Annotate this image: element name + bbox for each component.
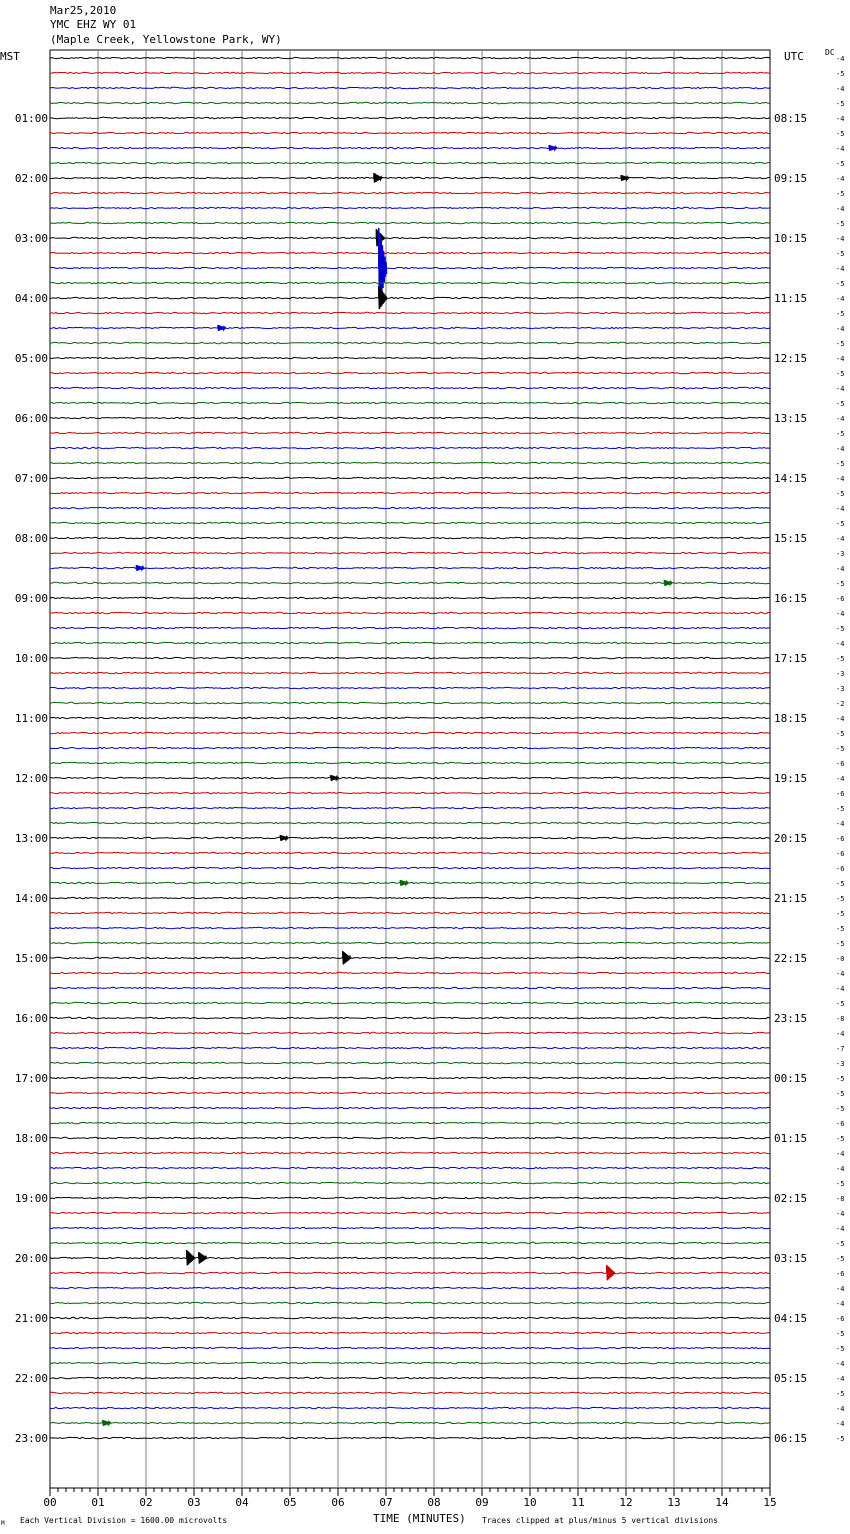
seismic-trace: [50, 282, 770, 283]
left-hour-label: 05:00: [14, 352, 48, 365]
seismic-trace: [50, 1017, 770, 1018]
dc-offset-label: -4: [836, 505, 845, 513]
seismic-trace: [50, 72, 770, 73]
dc-offset-label: -4: [836, 1150, 845, 1158]
dc-offset-label: -4: [836, 1210, 845, 1218]
x-axis-label: TIME (MINUTES): [373, 1512, 466, 1525]
seismic-trace: [50, 1092, 770, 1093]
seismic-trace: [50, 1047, 770, 1048]
dc-offset-label: -4: [836, 565, 845, 573]
dc-offset-label: -5: [836, 1000, 845, 1008]
seismic-trace: [50, 522, 770, 523]
seismic-trace: [50, 1152, 770, 1153]
seismic-trace: [50, 1332, 770, 1333]
seismic-trace: [50, 627, 770, 628]
left-hour-label: 01:00: [14, 112, 48, 125]
seismic-trace: [50, 567, 770, 568]
dc-offset-label: -5: [836, 70, 845, 78]
seismic-trace: [50, 1212, 770, 1213]
dc-offset-label: -5: [836, 895, 845, 903]
x-tick-label: 00: [43, 1496, 57, 1509]
x-tick-label: 10: [523, 1496, 537, 1509]
dc-offset-label: -3: [836, 670, 845, 678]
seismic-trace: [50, 1077, 770, 1078]
seismic-trace: [50, 927, 770, 928]
seismic-trace: [50, 147, 770, 148]
right-hour-label: 13:15: [774, 412, 808, 425]
x-tick-label: 08: [427, 1496, 441, 1509]
dc-offset-label: -4: [836, 1165, 845, 1173]
seismic-trace: [50, 1302, 770, 1303]
seismic-trace: [50, 957, 770, 958]
seismic-trace: [50, 1257, 770, 1258]
seismic-event: [400, 880, 408, 886]
seismic-trace: [50, 432, 770, 433]
dc-offset-label: -3: [836, 685, 845, 693]
right-hour-label: 05:15: [774, 1372, 808, 1385]
left-hour-label: 17:00: [14, 1072, 48, 1085]
right-hour-label: 08:15: [774, 112, 808, 125]
seismic-trace: [50, 222, 770, 223]
seismic-event: [664, 580, 672, 586]
right-hour-label: 21:15: [774, 892, 808, 905]
right-hour-label: 14:15: [774, 472, 808, 485]
right-hour-label: 03:15: [774, 1252, 808, 1265]
dc-offset-label: -4: [836, 55, 845, 63]
x-tick-label: 02: [139, 1496, 153, 1509]
right-hour-label: 00:15: [774, 1072, 808, 1085]
right-hour-label: 09:15: [774, 172, 808, 185]
dc-offset-label: -4: [836, 640, 845, 648]
left-hour-label: 16:00: [14, 1012, 48, 1025]
seismic-trace: [50, 987, 770, 988]
seismic-trace: [50, 702, 770, 703]
seismic-trace: [50, 867, 770, 868]
dc-offset-label: -6: [836, 1315, 845, 1323]
clip-note: Traces clipped at plus/minus 5 vertical divisions: [482, 1516, 719, 1525]
dc-offset-label: -3: [836, 550, 845, 558]
x-tick-label: 04: [235, 1496, 249, 1509]
x-tick-label: 14: [715, 1496, 729, 1509]
seismic-trace: [50, 672, 770, 673]
dc-offset-label: -4: [836, 445, 845, 453]
dc-offset-label: -4: [836, 385, 845, 393]
seismic-trace: [50, 162, 770, 163]
dc-offset-label: -5: [836, 280, 845, 288]
seismic-event: [549, 145, 557, 151]
seismic-trace: [50, 912, 770, 913]
seismic-trace: [50, 1242, 770, 1243]
seismic-event: [199, 1252, 207, 1264]
x-tick-label: 11: [571, 1496, 585, 1509]
seismic-trace: [50, 762, 770, 763]
left-hour-label: 20:00: [14, 1252, 48, 1265]
seismic-trace: [50, 777, 770, 778]
dc-offset-label: -6: [836, 865, 845, 873]
seismic-trace: [50, 342, 770, 343]
seismic-event: [343, 951, 351, 965]
seismic-trace: [50, 1002, 770, 1003]
seismic-trace: [50, 1287, 770, 1288]
seismic-trace: [50, 447, 770, 448]
seismic-trace: [50, 252, 770, 253]
dc-offset-label: -4: [836, 265, 845, 273]
seismic-trace: [50, 582, 770, 583]
right-hour-label: 19:15: [774, 772, 808, 785]
dc-offset-label: -4: [836, 325, 845, 333]
seismic-trace: [50, 612, 770, 613]
seismic-trace: [50, 1122, 770, 1123]
seismic-trace: [50, 837, 770, 838]
dc-offset-label: -4: [836, 1030, 845, 1038]
scale-note: Each Vertical Division = 1600.00 microvolts: [20, 1516, 228, 1525]
right-hour-label: 20:15: [774, 832, 808, 845]
seismic-trace: [50, 1347, 770, 1348]
dc-offset-label: -4: [836, 1285, 845, 1293]
dc-offset-label: -5: [836, 130, 845, 138]
left-hour-label: 06:00: [14, 412, 48, 425]
dc-offset-label: -5: [836, 880, 845, 888]
station-location: (Maple Creek, Yellowstone Park, WY): [50, 33, 282, 46]
seismic-trace: [50, 1062, 770, 1063]
seismic-trace: [50, 537, 770, 538]
left-hour-label: 04:00: [14, 292, 48, 305]
seismic-trace: [50, 87, 770, 88]
dc-offset-label: -5: [836, 160, 845, 168]
x-tick-label: 03: [187, 1496, 201, 1509]
seismic-trace: [50, 462, 770, 463]
x-tick-label: 01: [91, 1496, 105, 1509]
seismic-trace: [50, 327, 770, 328]
dc-offset-label: -4: [836, 1225, 845, 1233]
left-hour-label: 02:00: [14, 172, 48, 185]
x-tick-label: 09: [475, 1496, 489, 1509]
dc-offset-label: -5: [836, 100, 845, 108]
seismic-trace: [50, 1392, 770, 1393]
dc-offset-label: -4: [836, 820, 845, 828]
seismic-trace: [50, 972, 770, 973]
x-tick-label: 05: [283, 1496, 297, 1509]
seismic-trace: [50, 1227, 770, 1228]
x-tick-label: 12: [619, 1496, 633, 1509]
dc-offset-label: -5: [836, 340, 845, 348]
seismic-trace: [50, 492, 770, 493]
left-hour-label: 23:00: [14, 1432, 48, 1445]
right-hour-label: 10:15: [774, 232, 808, 245]
x-tick-label: 13: [667, 1496, 681, 1509]
dc-offset-label: -5: [836, 250, 845, 258]
left-hour-label: 11:00: [14, 712, 48, 725]
seismic-trace: [50, 477, 770, 478]
x-tick-label: 06: [331, 1496, 345, 1509]
dc-offset-label: -4: [836, 1375, 845, 1383]
dc-offset-label: -5: [836, 730, 845, 738]
dc-offset-label: -4: [836, 235, 845, 243]
seismic-trace: [50, 192, 770, 193]
right-hour-label: 15:15: [774, 532, 808, 545]
dc-offset-label: -5: [836, 1075, 845, 1083]
dc-offset-label: -6: [836, 850, 845, 858]
left-hour-label: 10:00: [14, 652, 48, 665]
dc-offset-label: -4: [836, 1300, 845, 1308]
dc-offset-label: -4: [836, 145, 845, 153]
dc-offset-label: -4: [836, 535, 845, 543]
seismic-trace: [50, 207, 770, 208]
seismic-trace: [50, 357, 770, 358]
seismic-trace: [50, 1167, 770, 1168]
left-hour-label: 22:00: [14, 1372, 48, 1385]
dc-offset-label: -5: [836, 625, 845, 633]
left-hour-label: 07:00: [14, 472, 48, 485]
dc-offset-label: -5: [836, 925, 845, 933]
dc-offset-label: -5: [836, 1105, 845, 1113]
right-hour-label: 12:15: [774, 352, 808, 365]
dc-offset-label: -4: [836, 1420, 845, 1428]
dc-offset-label: -4: [836, 475, 845, 483]
seismic-event: [187, 1250, 195, 1265]
dc-offset-label: -4: [836, 1405, 845, 1413]
seismic-trace: [50, 1407, 770, 1408]
seismic-trace: [50, 687, 770, 688]
dc-offset-label: -6: [836, 1120, 845, 1128]
dc-offset-label: -4: [836, 1360, 845, 1368]
dc-offset-label: -7: [836, 1045, 845, 1053]
seismic-trace: [50, 312, 770, 313]
left-hour-label: 09:00: [14, 592, 48, 605]
dc-offset-label: -4: [836, 985, 845, 993]
seismic-event: [103, 1420, 111, 1426]
left-hour-label: 21:00: [14, 1312, 48, 1325]
right-hour-label: 17:15: [774, 652, 808, 665]
left-hour-label: 15:00: [14, 952, 48, 965]
seismic-trace: [50, 792, 770, 793]
seismic-event: [136, 565, 144, 571]
dc-offset-label: -4: [836, 610, 845, 618]
dc-offset-label: -3: [836, 1060, 845, 1068]
seismic-event: [280, 835, 288, 841]
dc-offset-label: -6: [836, 835, 845, 843]
left-hour-label: 14:00: [14, 892, 48, 905]
right-hour-label: 18:15: [774, 712, 808, 725]
seismic-trace: [50, 117, 770, 118]
seismic-trace: [50, 297, 770, 298]
dc-offset-label: -5: [836, 805, 845, 813]
seismic-event: [621, 175, 629, 181]
dc-offset-label: -5: [836, 430, 845, 438]
seismic-trace: [50, 1272, 770, 1273]
dc-offset-label: -6: [836, 1270, 845, 1278]
dc-offset-label: -5: [836, 1135, 845, 1143]
seismic-trace: [50, 642, 770, 643]
dc-offset-label: -4: [836, 355, 845, 363]
left-hour-label: 03:00: [14, 232, 48, 245]
seismic-trace: [50, 732, 770, 733]
dc-offset-label: -6: [836, 595, 845, 603]
seismic-trace: [50, 132, 770, 133]
seismic-trace: [50, 1137, 770, 1138]
seismic-trace: [50, 402, 770, 403]
dc-offset-label: -6: [836, 790, 845, 798]
dc-offset-label: -4: [836, 85, 845, 93]
left-hour-label: 19:00: [14, 1192, 48, 1205]
dc-offset-label: -4: [836, 415, 845, 423]
dc-offset-label: -6: [836, 760, 845, 768]
dc-offset-label: -4: [836, 775, 845, 783]
dc-offset-label: -4: [836, 715, 845, 723]
right-axis-title: UTC: [784, 50, 804, 63]
seismic-trace: [50, 1032, 770, 1033]
right-hour-label: 06:15: [774, 1432, 808, 1445]
dc-offset-label: -2: [836, 700, 845, 708]
right-hour-label: 16:15: [774, 592, 808, 605]
dc-offset-label: -5: [836, 940, 845, 948]
dc-offset-label: -5: [836, 1240, 845, 1248]
dc-offset-label: -5: [836, 1390, 845, 1398]
seismic-trace: [50, 1362, 770, 1363]
seismic-trace: [50, 807, 770, 808]
seismic-trace: [50, 597, 770, 598]
seismic-trace: [50, 747, 770, 748]
dc-offset-label: -5: [836, 1345, 845, 1353]
dc-offset-label: -5: [836, 310, 845, 318]
dc-offset-label: -5: [836, 655, 845, 663]
seismic-event: [218, 325, 226, 331]
station-id: YMC EHZ WY 01: [50, 18, 137, 31]
dc-offset-label: -5: [836, 460, 845, 468]
dc-offset-label: -5: [836, 745, 845, 753]
seismic-trace: [50, 942, 770, 943]
right-hour-label: 01:15: [774, 1132, 808, 1145]
seismic-trace: [50, 372, 770, 373]
dc-offset-label: -5: [836, 520, 845, 528]
seismic-trace: [50, 552, 770, 553]
dc-offset-label: -8: [836, 1195, 845, 1203]
left-hour-label: 13:00: [14, 832, 48, 845]
dc-offset-label: -4: [836, 205, 845, 213]
left-hour-label: 18:00: [14, 1132, 48, 1145]
seismic-trace: [50, 417, 770, 418]
right-hour-label: 02:15: [774, 1192, 808, 1205]
seismic-trace: [50, 267, 770, 268]
left-hour-label: 08:00: [14, 532, 48, 545]
seismic-trace: [50, 102, 770, 103]
seismic-event: [607, 1265, 615, 1280]
seismic-trace: [50, 237, 770, 238]
dc-offset-label: -5: [836, 370, 845, 378]
dc-offset-label: -5: [836, 1330, 845, 1338]
seismic-trace: [50, 1437, 770, 1438]
seismic-trace: [50, 1317, 770, 1318]
seismic-trace: [50, 657, 770, 658]
dc-label: DC: [825, 48, 835, 57]
dc-offset-label: -5: [836, 1435, 845, 1443]
right-hour-label: 04:15: [774, 1312, 808, 1325]
seismic-trace: [50, 882, 770, 883]
corner-mark: M: [1, 1520, 5, 1527]
seismic-trace: [50, 177, 770, 178]
dc-offset-label: -5: [836, 580, 845, 588]
dc-offset-label: -5: [836, 220, 845, 228]
left-hour-label: 12:00: [14, 772, 48, 785]
seismic-event: [379, 286, 387, 309]
plot-date: Mar25,2010: [50, 4, 117, 17]
seismic-trace: [50, 1197, 770, 1198]
seismic-trace: [50, 822, 770, 823]
x-tick-label: 15: [763, 1496, 777, 1509]
dc-offset-label: -5: [836, 910, 845, 918]
dc-offset-label: -5: [836, 400, 845, 408]
dc-offset-label: -4: [836, 970, 845, 978]
right-hour-label: 23:15: [774, 1012, 808, 1025]
dc-offset-label: -5: [836, 1180, 845, 1188]
seismic-event: [331, 775, 339, 781]
dc-offset-label: -4: [836, 295, 845, 303]
dc-offset-label: -8: [836, 1015, 845, 1023]
dc-offset-label: -0: [836, 955, 845, 963]
right-hour-label: 22:15: [774, 952, 808, 965]
dc-offset-label: -5: [836, 490, 845, 498]
seismic-trace: [50, 852, 770, 853]
seismic-trace: [50, 1107, 770, 1108]
right-hour-label: 11:15: [774, 292, 808, 305]
seismic-trace: [50, 717, 770, 718]
seismic-trace: [50, 1422, 770, 1423]
dc-offset-label: -5: [836, 1090, 845, 1098]
seismic-trace: [50, 57, 770, 58]
seismic-trace: [50, 507, 770, 508]
left-axis-title: MST: [0, 50, 20, 63]
dc-offset-label: -5: [836, 1255, 845, 1263]
dc-offset-label: -4: [836, 115, 845, 123]
x-tick-label: 07: [379, 1496, 393, 1509]
seismic-trace: [50, 1182, 770, 1183]
seismic-trace: [50, 387, 770, 388]
seismic-trace: [50, 897, 770, 898]
dc-offset-label: -5: [836, 190, 845, 198]
seismic-event: [374, 173, 382, 183]
seismic-trace: [50, 1377, 770, 1378]
dc-offset-label: -4: [836, 175, 845, 183]
